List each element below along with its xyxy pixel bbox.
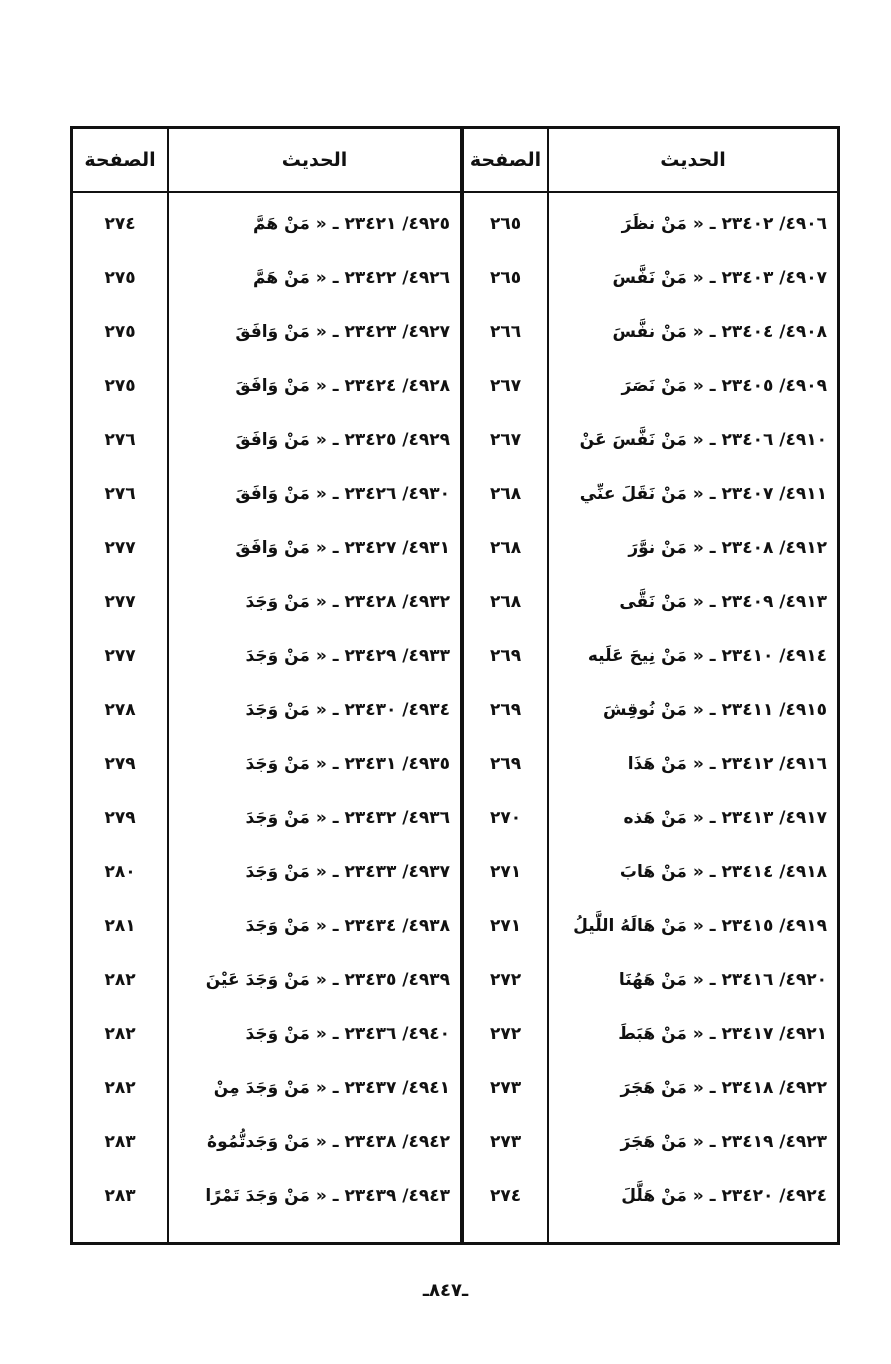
page-number-cell: ٢٦٨	[489, 484, 522, 504]
hadith-entry: ٤٩١٦/ ٢٣٤١٢ ـ « مَنْ هَذَا	[627, 754, 827, 774]
page-number-cell: ٢٦٧	[489, 430, 522, 450]
page-number-cell: ٢٨٢	[104, 1024, 136, 1044]
hadith-entry: ٤٩٣٨/ ٢٣٤٣٤ ـ « مَنْ وَجَدَ	[245, 916, 450, 936]
left-page-column	[73, 129, 167, 1242]
page-number-cell: ٢٨٣	[104, 1132, 136, 1152]
hadith-entry: ٤٩٢٩/ ٢٣٤٢٥ ـ « مَنْ وَافَقَ	[235, 430, 450, 450]
hadith-entry: ٤٩١٠/ ٢٣٤٠٦ ـ « مَنْ نَفَّسَ عَنْ	[579, 430, 827, 450]
hadith-entry: ٤٩٣٣/ ٢٣٤٢٩ ـ « مَنْ وَجَدَ	[245, 646, 450, 666]
hadith-entry: ٤٩٢٧/ ٢٣٤٢٣ ـ « مَنْ وَافَقَ	[235, 322, 450, 342]
page-number-cell: ٢٧٣	[489, 1078, 522, 1098]
page-number-cell: ٢٧٤	[104, 214, 136, 234]
page-number-cell: ٢٧٥	[104, 322, 136, 342]
right-hadith-rows	[549, 193, 837, 1223]
right-hadith-header: الحديث	[549, 129, 837, 193]
hadith-entry: ٤٩٢٢/ ٢٣٤١٨ ـ « مَنْ هَجَرَ	[620, 1078, 827, 1098]
page-number-cell: ٢٦٩	[489, 754, 522, 774]
hadith-entry: ٤٩٢٤/ ٢٣٤٢٠ ـ « مَنْ هَلَّلَ	[621, 1186, 827, 1206]
right-page-column	[460, 129, 547, 1242]
page-number-cell: ٢٦٦	[489, 322, 522, 342]
page-number-cell: ٢٦٨	[489, 592, 522, 612]
page-number-cell: ٢٧٨	[104, 700, 136, 720]
page-number-cell: ٢٦٥	[489, 268, 522, 288]
hadith-entry: ٤٩٣٢/ ٢٣٤٢٨ ـ « مَنْ وَجَدَ	[245, 592, 450, 612]
right-hadith-column	[547, 129, 837, 1242]
page-number-cell: ٢٨٠	[104, 862, 136, 882]
left-hadith-column	[167, 129, 460, 1242]
hadith-entry: ٤٩٣٦/ ٢٣٤٣٢ ـ « مَنْ وَجَدَ	[245, 808, 450, 828]
hadith-entry: ٤٩٣١/ ٢٣٤٢٧ ـ « مَنْ وَافَقَ	[235, 538, 450, 558]
page-number-cell: ٢٧٦	[104, 484, 136, 504]
page-number-cell: ٢٧٢	[489, 970, 522, 990]
left-hadith-header: الحديث	[169, 129, 460, 193]
page-number-cell: ٢٧٥	[104, 376, 136, 396]
hadith-entry: ٤٩١٢/ ٢٣٤٠٨ ـ « مَنْ نوَّرَ	[628, 538, 827, 558]
page-number-cell: ٢٦٧	[489, 376, 522, 396]
page-number-cell: ٢٧١	[489, 862, 522, 882]
page-number-cell: ٢٧٣	[489, 1132, 522, 1152]
page-number-cell: ٢٧٩	[104, 754, 136, 774]
hadith-index-table	[70, 126, 840, 1245]
left-page-rows	[73, 193, 167, 1223]
page-number-cell: ٢٨٢	[104, 1078, 136, 1098]
page-number-cell: ٢٦٨	[489, 538, 522, 558]
hadith-entry: ٤٩٤٢/ ٢٣٤٣٨ ـ « مَنْ وَجَدتُّمُوهُ	[207, 1132, 450, 1152]
hadith-entry: ٤٩١٥/ ٢٣٤١١ ـ « مَنْ نُوقِشَ	[602, 700, 827, 720]
hadith-entry: ٤٩٢٦/ ٢٣٤٢٢ ـ « مَنْ هَمَّ	[253, 268, 450, 288]
page-number: ـ٨٤٧ـ	[422, 1280, 469, 1301]
hadith-entry: ٤٩٠٧/ ٢٣٤٠٣ ـ « مَنْ نَفَّسَ	[612, 268, 827, 288]
hadith-entry: ٤٩٠٩/ ٢٣٤٠٥ ـ « مَنْ نَصَرَ	[621, 376, 827, 396]
right-page-rows	[464, 193, 547, 1223]
hadith-entry: ٤٩٢٨/ ٢٣٤٢٤ ـ « مَنْ وَافَقَ	[235, 376, 450, 396]
page-number-cell: ٢٧٧	[104, 592, 136, 612]
hadith-entry: ٤٩١٧/ ٢٣٤١٣ ـ « مَنْ هَذه	[623, 808, 827, 828]
page-number-cell: ٢٨٢	[104, 970, 136, 990]
hadith-entry: ٤٩٤٠/ ٢٣٤٣٦ ـ « مَنْ وَجَدَ	[245, 1024, 450, 1044]
left-page-header: الصفحة	[73, 129, 167, 193]
hadith-entry: ٤٩٣٠/ ٢٣٤٢٦ ـ « مَنْ وَافَقَ	[235, 484, 450, 504]
page-number-cell: ٢٧٠	[489, 808, 522, 828]
hadith-entry: ٤٩١١/ ٢٣٤٠٧ ـ « مَنْ نَقَلَ عنِّي	[579, 484, 827, 504]
hadith-entry: ٤٩١٩/ ٢٣٤١٥ ـ « مَنْ هَالَهُ اللَّيلُ	[573, 916, 827, 936]
hadith-entry: ٤٩٢٥/ ٢٣٤٢١ ـ « مَنْ هَمَّ	[253, 214, 450, 234]
hadith-entry: ٤٩١٤/ ٢٣٤١٠ ـ « مَنْ نِيحَ عَلَيه	[587, 646, 827, 666]
page-number-cell: ٢٨١	[104, 916, 136, 936]
hadith-entry: ٤٩٢٠/ ٢٣٤١٦ ـ « مَنْ هَهُنَا	[618, 970, 827, 990]
hadith-entry: ٤٩٤١/ ٢٣٤٣٧ ـ « مَنْ وَجَدَ مِنْ	[213, 1078, 450, 1098]
page-number-cell: ٢٧٢	[489, 1024, 522, 1044]
page-number-cell: ٢٧٩	[104, 808, 136, 828]
page-number-cell: ٢٧٥	[104, 268, 136, 288]
hadith-entry: ٤٩٠٨/ ٢٣٤٠٤ ـ « مَنْ نفَّسَ	[612, 322, 827, 342]
page-number-cell: ٢٦٥	[489, 214, 522, 234]
hadith-entry: ٤٩٢١/ ٢٣٤١٧ ـ « مَنْ هَبَطَ	[618, 1024, 827, 1044]
right-page-header: الصفحة	[464, 129, 547, 193]
page-number-cell: ٢٧١	[489, 916, 522, 936]
page-number-cell: ٢٦٩	[489, 700, 522, 720]
page-number-cell: ٢٧٤	[489, 1186, 522, 1206]
hadith-entry: ٤٩٠٦/ ٢٣٤٠٢ ـ « مَنْ نظَرَ	[621, 214, 827, 234]
hadith-entry: ٤٩١٣/ ٢٣٤٠٩ ـ « مَنْ نَقَّى	[619, 592, 827, 612]
page-number-cell: ٢٨٣	[104, 1186, 136, 1206]
hadith-entry: ٤٩٣٧/ ٢٣٤٣٣ ـ « مَنْ وَجَدَ	[245, 862, 450, 882]
hadith-entry: ٤٩٣٤/ ٢٣٤٣٠ ـ « مَنْ وَجَدَ	[245, 700, 450, 720]
page-number-cell: ٢٧٧	[104, 646, 136, 666]
hadith-entry: ٤٩٤٣/ ٢٣٤٣٩ ـ « مَنْ وَجَدَ تَمْرًا	[205, 1186, 450, 1206]
page-number-cell: ٢٧٧	[104, 538, 136, 558]
hadith-entry: ٤٩١٨/ ٢٣٤١٤ ـ « مَنْ هَابَ	[619, 862, 827, 882]
page-number-cell: ٢٦٩	[489, 646, 522, 666]
page-number-cell: ٢٧٦	[104, 430, 136, 450]
left-hadith-rows	[169, 193, 460, 1223]
hadith-entry: ٤٩٢٣/ ٢٣٤١٩ ـ « مَنْ هَجَرَ	[620, 1132, 827, 1152]
hadith-entry: ٤٩٣٩/ ٢٣٤٣٥ ـ « مَنْ وَجَدَ عَيْنَ	[205, 970, 450, 990]
hadith-entry: ٤٩٣٥/ ٢٣٤٣١ ـ « مَنْ وَجَدَ	[245, 754, 450, 774]
